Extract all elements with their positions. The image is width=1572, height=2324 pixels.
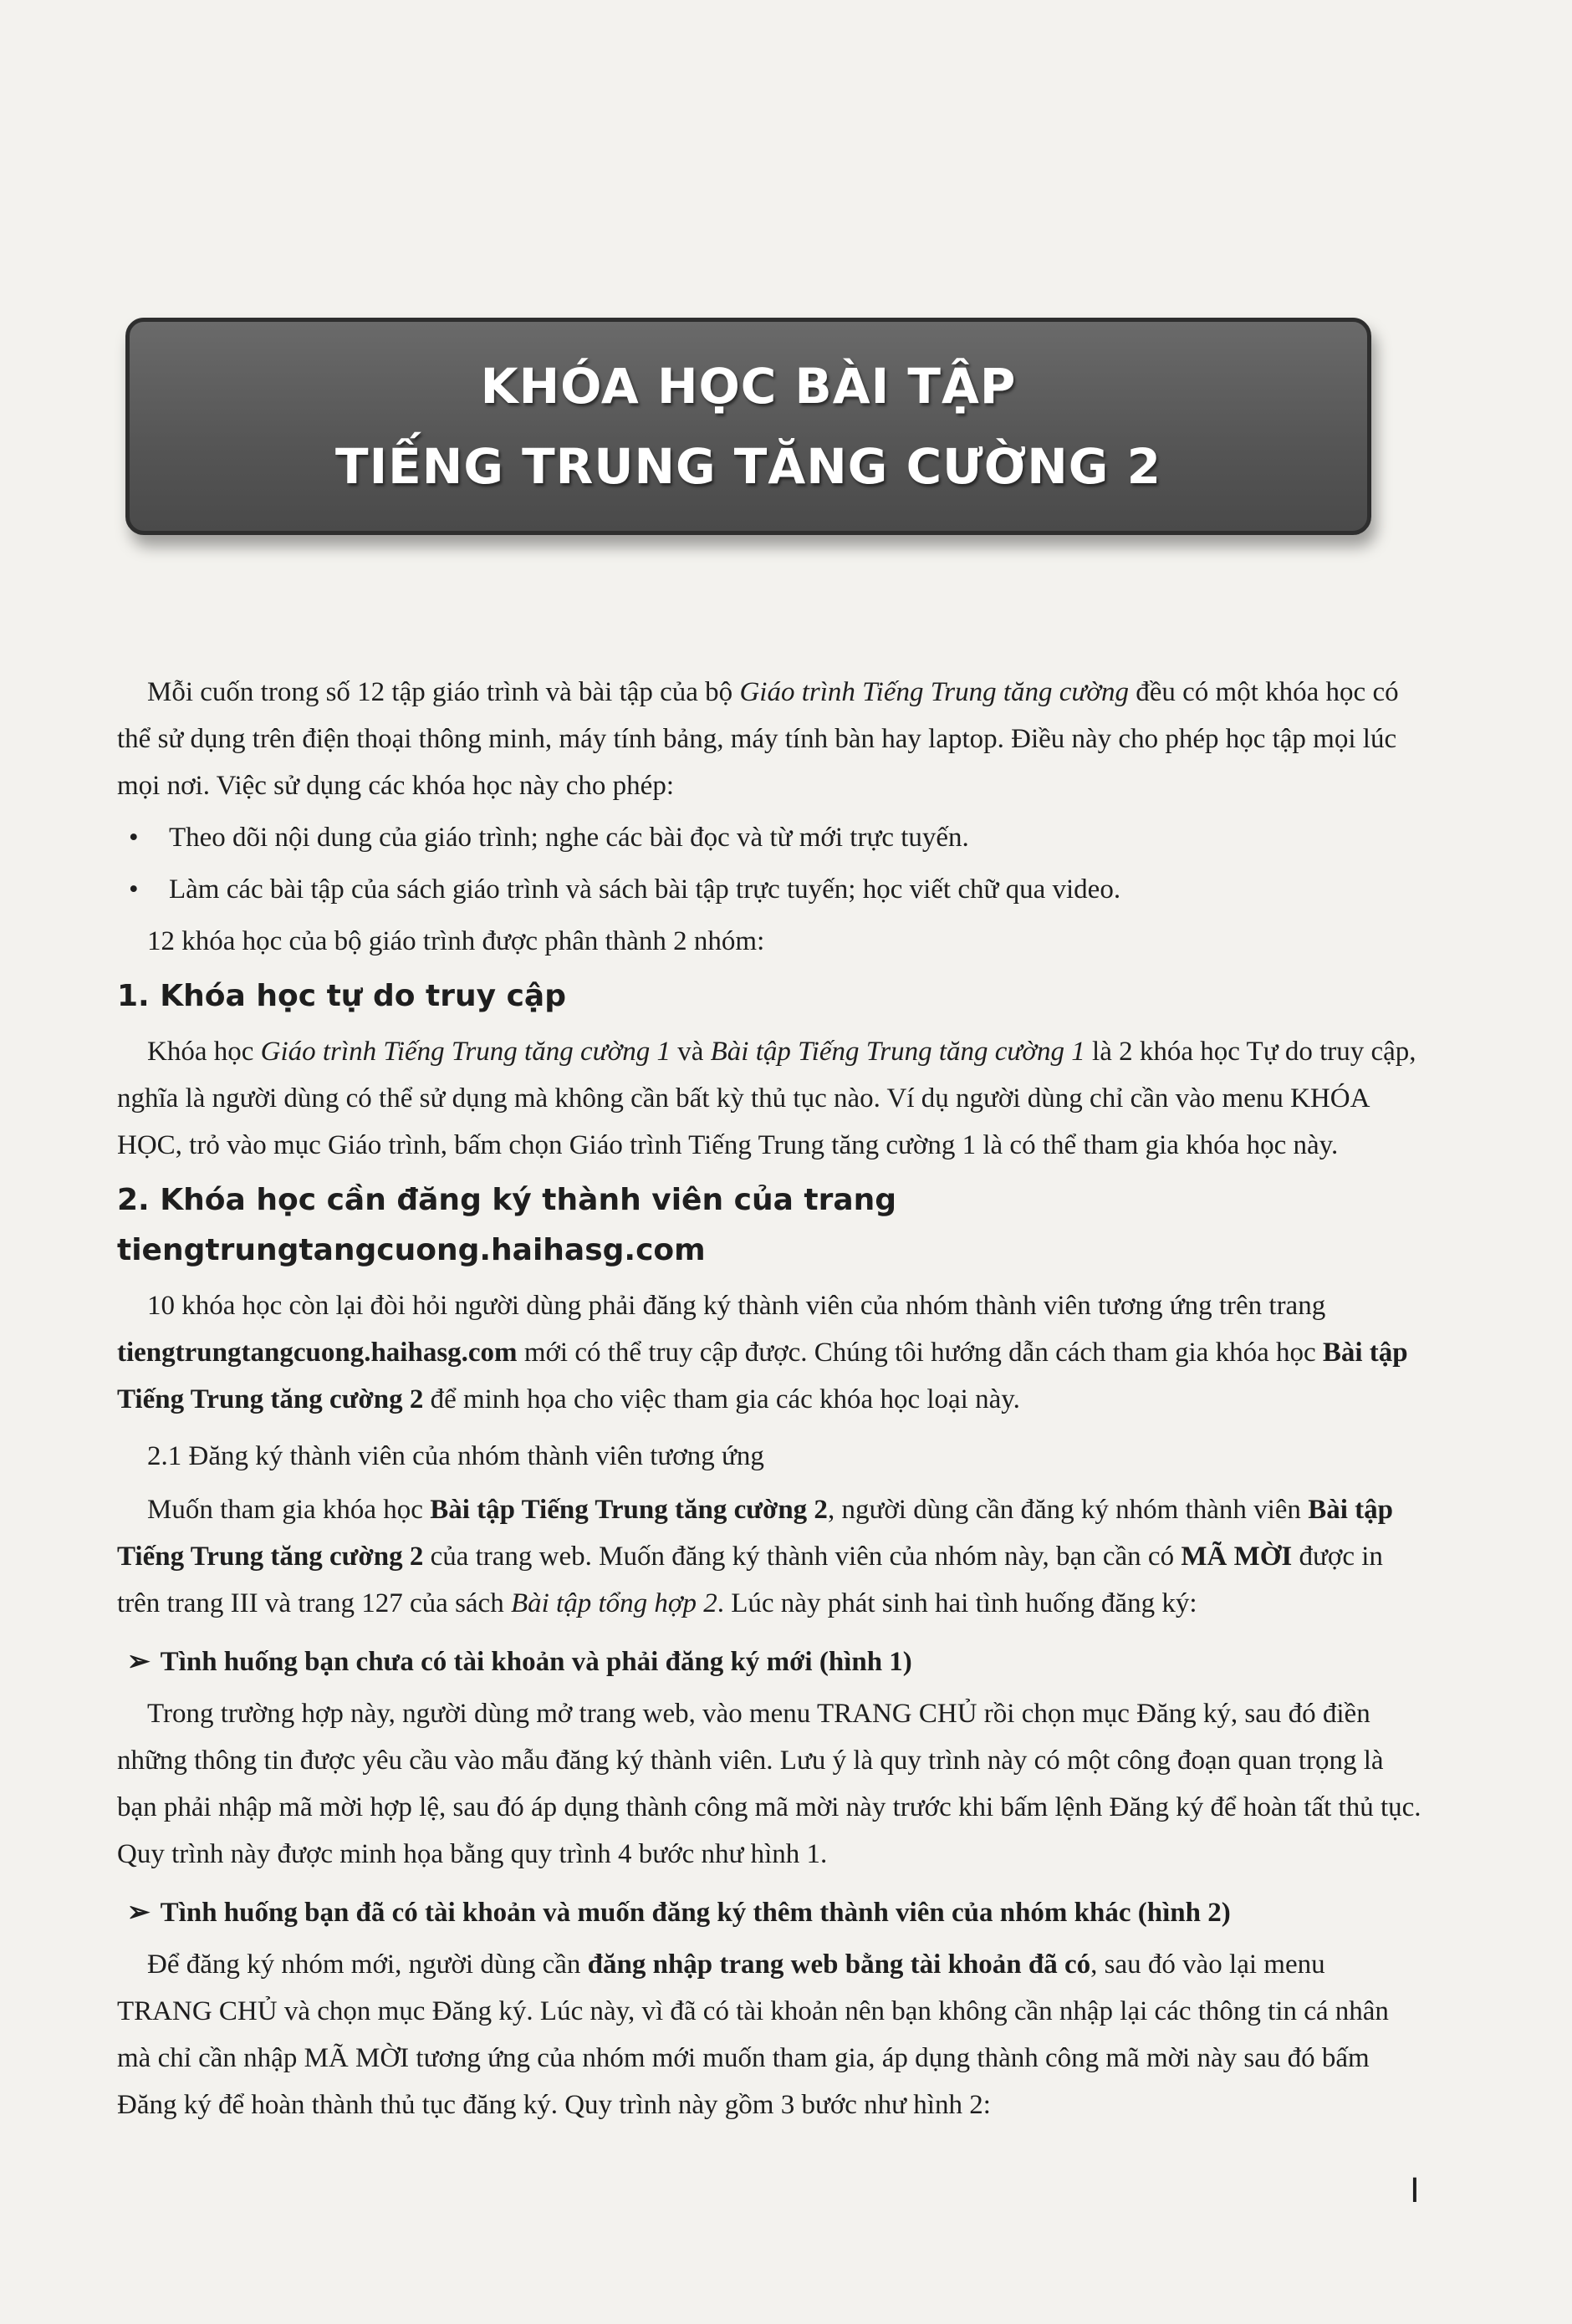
section-1-heading: 1. Khóa học tự do truy cập [117,979,566,1013]
title-line-1: KHÓA HỌC BÀI TẬP [480,358,1017,415]
page-number: I [1410,2172,1420,2210]
intro-paragraph [117,669,1421,809]
subsection-2-1-heading: 2.1 Đăng ký thành viên của nhóm thành viên tương ứng [147,1441,764,1471]
bold-run: Bài tập Tiếng Trung tăng cường 2 [117,1338,1408,1414]
text-run: Muốn tham gia khóa học [147,1495,431,1525]
bullet-text: Theo dõi nội dung của giáo trình; nghe các bài đọc và từ mới trực tuyến. [169,823,969,853]
bold-run: Bài tập Tiếng Trung tăng cường 2 [117,1495,1393,1572]
case-2-heading-text: Tình huống bạn đã có tài khoản và muốn đăng ký thêm thành viên của nhóm khác (hình 2) [160,1898,1231,1928]
text-run: để minh họa cho việc tham gia các khóa học loại này. [423,1384,1020,1414]
text-run: là 2 khóa học Tự do truy cập, nghĩa là người dùng có thể sử dụng mà không cần bất kỳ thủ tục nào. Ví dụ người dùng chỉ cần vào menu KHÓA HỌC, trỏ vào mục Giáo trình, bấm chọn Giáo trình Tiếng Trung tăng cường 1 là có thể tham gia khóa học này. [117,1037,1416,1160]
case-2-heading [117,1889,1421,1936]
subsection-2-1-paragraph [117,1486,1421,1627]
bold-run: tiengtrungtangcuong.haihasg.com [117,1338,518,1368]
case-1-heading-text: Tình huống bạn chưa có tài khoản và phải đăng ký mới (hình 1) [160,1647,912,1677]
bold-run: đăng nhập trang web bằng tài khoản đã có [587,1949,1091,1980]
text-run: mới có thể truy cập được. Chúng tôi hướng dẫn cách tham gia khóa học [517,1338,1323,1368]
text-run: . Lúc này phát sinh hai tình huống đăng ký: [717,1588,1197,1618]
intro-text-2: đều có một khóa học có thể sử dụng trên điện thoại thông minh, máy tính bảng, máy tính bàn hay laptop. Điều này cho phép học tập mọi lúc mọi nơi. Việc sử dụng các khóa học này cho phép: [117,677,1399,801]
bullet-item [117,814,1421,861]
section-1-paragraph [117,1028,1421,1169]
bold-run: MÃ MỜI [1181,1542,1293,1572]
text-run: được in trên trang III và trang 127 của sách [117,1542,1383,1618]
italic-run: Giáo trình Tiếng Trung tăng cường 1 [260,1037,671,1067]
intro-text-1: Mỗi cuốn trong số 12 tập giáo trình và bài tập của bộ [147,677,740,707]
bullet-text: Làm các bài tập của sách giáo trình và sách bài tập trực tuyến; học viết chữ qua video. [169,874,1121,905]
italic-run: Bài tập Tiếng Trung tăng cường 1 [710,1037,1085,1067]
text-run: Khóa học [147,1037,261,1067]
title-line-2: TIẾNG TRUNG TĂNG CƯỜNG 2 [335,438,1161,495]
text-run: và [670,1037,711,1067]
title-banner [125,318,1371,535]
body-content [117,669,1421,2133]
bullet-icon: • [129,823,139,853]
text-run: của trang web. Muốn đăng ký thành viên của nhóm này, bạn cần có [423,1542,1182,1572]
arrow-icon: ➢ [127,1647,151,1677]
arrow-icon: ➢ [127,1898,151,1928]
case-2-paragraph [117,1941,1421,2128]
section-2-paragraph [117,1282,1421,1423]
case-1-heading [117,1639,1421,1685]
bold-run: Bài tập Tiếng Trung tăng cường 2 [430,1495,828,1525]
text-run: 10 khóa học còn lại đòi hỏi người dùng phải đăng ký thành viên của nhóm thành viên tương ứng trên trang [147,1291,1326,1321]
intro-italic: Giáo trình Tiếng Trung tăng cường [739,677,1130,707]
groups-paragraph: 12 khóa học của bộ giáo trình được phân thành 2 nhóm: [147,926,765,956]
italic-run: Bài tập tổng hợp 2 [510,1588,717,1618]
text-run: , người dùng cần đăng ký nhóm thành viên [827,1495,1309,1525]
text-run: , sau đó vào lại menu TRANG CHỦ và chọn mục Đăng ký. Lúc này, vì đã có tài khoản nên bạn không cần nhập lại các thông tin cá nhân mà chỉ cần nhập MÃ MỜI tương ứng của nhóm mới muốn tham gia, áp dụng thành công mã mời này sau đó bấm Đăng ký để hoàn thành thủ tục đăng ký. Quy trình này gồm 3 bước như hình 2: [117,1949,1389,2120]
case-1-paragraph: Trong trường hợp này, người dùng mở trang web, vào menu TRANG CHỦ rồi chọn mục Đăng ký, sau đó điền những thông tin được yêu cầu vào mẫu đăng ký thành viên. Lưu ý là quy trình này có một công đoạn quan trọng là bạn phải nhập mã mời hợp lệ, sau đó áp dụng thành công mã mời này trước khi bấm lệnh Đăng ký để hoàn tất thủ tục. Quy trình này được minh họa bằng quy trình 4 bước như hình 1. [117,1699,1421,1869]
bullet-item [117,866,1421,913]
text-run: Để đăng ký nhóm mới, người dùng cần [147,1949,588,1980]
section-2-heading: 2. Khóa học cần đăng ký thành viên của trang tiengtrungtangcuong.haihasg.com [117,1183,897,1267]
bullet-list [117,814,1421,913]
bullet-icon: • [129,874,139,905]
